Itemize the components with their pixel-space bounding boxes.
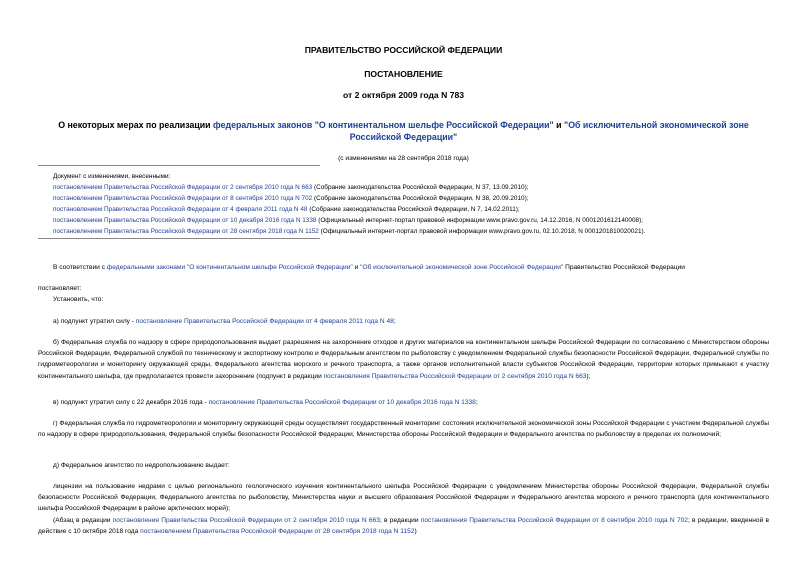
paragraph-v-link[interactable]: постановление Правительства Российской Федерации от 10 декабря 2016 года N 1338 xyxy=(208,399,476,406)
change-link[interactable]: постановлением Правительства Российской Федерации от 2 сентября 2010 года N 663 xyxy=(53,184,313,191)
change-details: (Собрание законодательства Российской Федерации, N 37, 13.09.2010); xyxy=(312,184,529,191)
document-type-heading: ПОСТАНОВЛЕНИЕ xyxy=(364,69,443,79)
title-link-shelf-law[interactable]: федеральных законов "О континентальном шельфе Российской Федерации" xyxy=(213,120,554,130)
change-details: (Официальный интернет-портал правовой информации www.pravo.gov.ru, 02.10.2018, N 0001201810020021). xyxy=(318,228,646,235)
paragraph-d: д) Федеральное агентство по недропользованию выдает: xyxy=(53,462,230,469)
paragraph-text: ); xyxy=(586,372,591,380)
paragraph-edition-note xyxy=(38,515,769,537)
paragraph-a xyxy=(38,316,769,327)
paragraph-g: г) Федеральная служба по гидрометеорологии и мониторингу окружающей среды осуществляет государственный мониторинг состояния исключительной экономической зоны Российской Федерации с участием Федеральной службы по надзору в сфере природопользования, Федеральной службы безопасности Российской Федерации, Министерства обороны Российской Федерации и Федерального агентства по рыболовству в пределах их полномочий; xyxy=(38,420,769,439)
paragraph-text: в) подпункт утратил силу с 22 декабря 2016 года - xyxy=(53,399,209,406)
decree-word: постановляет: xyxy=(38,285,82,292)
establish-line: Установить, что: xyxy=(53,296,104,303)
paragraph-v xyxy=(38,397,769,408)
change-item xyxy=(53,193,645,204)
paragraph-text: а) подпункт утратил силу - xyxy=(53,318,136,325)
change-link[interactable]: постановлением Правительства Российской Федерации от 28 сентября 2018 года N 1152 xyxy=(53,228,319,235)
paragraph-text: ; в редакции, введенной в действие с 10 октября 2018 года xyxy=(38,517,770,536)
preamble-text: и xyxy=(352,264,361,271)
preamble-link-laws[interactable]: федеральными законами "О континентальном шельфе Российской Федерации" xyxy=(106,264,353,271)
paragraph-text: (Абзац в редакции xyxy=(53,517,113,524)
change-details: (Собрание законодательства Российской Федерации, N 38, 20.09.2010); xyxy=(312,195,529,202)
paragraph-b xyxy=(38,337,769,382)
change-details: (Официальный интернет-портал правовой информации www.pravo.gov.ru, 14.12.2016, N 0001201612140008); xyxy=(316,217,644,224)
edition-link-663[interactable]: постановления Правительства Российской Федерации от 2 сентября 2010 года N 663 xyxy=(112,517,380,524)
title-prefix: О некоторых мерах по реализации xyxy=(58,120,214,130)
edition-link-702[interactable]: постановления Правительства Российской Федерации от 8 сентября 2010 года N 702 xyxy=(420,517,688,524)
title-link-eez-law[interactable]: "Об исключительной экономической зоне Российской Федерации" xyxy=(349,120,749,142)
preamble-link-eez[interactable]: "Об исключительной экономической зоне Российской Федерации" xyxy=(360,264,564,271)
change-item xyxy=(53,215,645,226)
changes-intro: Документ с изменениями, внесенными: xyxy=(53,173,171,180)
edition-note: (с изменениями на 28 сентября 2018 года) xyxy=(338,155,469,162)
paragraph-text: б) Федеральная служба по надзору в сфере природопользования выдает разрешения на захоронение отходов и других материалов на континентальном шельфе Российской Федерации по согласованию с Министерством обороны Российской Федерации, Федеральной службой по техническому и экспортному контролю и Федеральным агентством по рыболовству с уведомлением Федеральной службы безопасности Российской Федерации, Федеральной службы по гидрометеорологии и мониторингу окружающей среды, Федерального агентства морского и речного транспорта, а также органов исполнительной власти субъектов Российской Федерации, территории которых примыкают к участку континентального шельфа, где предполагается провести захоронение (подпункт в редакции xyxy=(38,339,769,380)
preamble-text: В соответствии с xyxy=(53,264,107,271)
title-middle: и xyxy=(553,120,565,130)
document-title xyxy=(50,119,757,143)
preamble-text: Правительство Российской Федерации xyxy=(563,264,685,271)
paragraph-licenses: лицензии на пользование недрами с целью регионального геологического изучения континентального шельфа Российской Федерации с уведомлением Министерства обороны Российской Федерации, Федеральной службы безопасности Российской Федерации, Федерального агентства по рыболовству, Министерства науки и высшего образования Российской Федерации и Федерального агентства морского и речного транспорта (для континентального шельфа Российской Федерации в районе арктических морей); xyxy=(38,483,769,513)
change-item xyxy=(53,204,645,215)
document-date-number: от 2 октября 2009 года N 783 xyxy=(342,90,465,100)
changes-list xyxy=(53,171,645,237)
government-heading: ПРАВИТЕЛЬСТВО РОССИЙСКОЙ ФЕДЕРАЦИИ xyxy=(304,45,503,55)
paragraph-b-link[interactable]: постановления Правительства Российской Федерации от 2 сентября 2010 года N 663 xyxy=(323,372,587,380)
paragraph-text: ; xyxy=(475,399,478,406)
preamble-paragraph xyxy=(38,262,769,273)
change-details: (Собрание законодательства Российской Федерации, N 7, 14.02.2011); xyxy=(307,206,520,213)
change-link[interactable]: постановлением Правительства Российской Федерации от 8 сентября 2010 года N 702 xyxy=(53,195,313,202)
change-item xyxy=(53,182,645,193)
bottom-divider xyxy=(38,238,320,239)
paragraph-text: ; в редакции xyxy=(379,517,421,524)
change-link[interactable]: постановлением Правительства Российской Федерации от 10 декабря 2016 года N 1338 xyxy=(53,217,317,224)
paragraph-a-link[interactable]: постановление Правительства Российской Федерации от 4 февраля 2011 года N 48 xyxy=(135,318,394,325)
edition-link-1152[interactable]: постановлением Правительства Российской Федерации от 28 сентября 2018 года N 1152 xyxy=(140,528,415,536)
paragraph-text: ; xyxy=(393,318,396,325)
top-divider xyxy=(38,165,320,166)
paragraph-text: ) xyxy=(414,528,417,536)
change-link[interactable]: постановлением Правительства Российской Федерации от 4 февраля 2011 года N 48 xyxy=(53,206,308,213)
change-item xyxy=(53,226,645,237)
